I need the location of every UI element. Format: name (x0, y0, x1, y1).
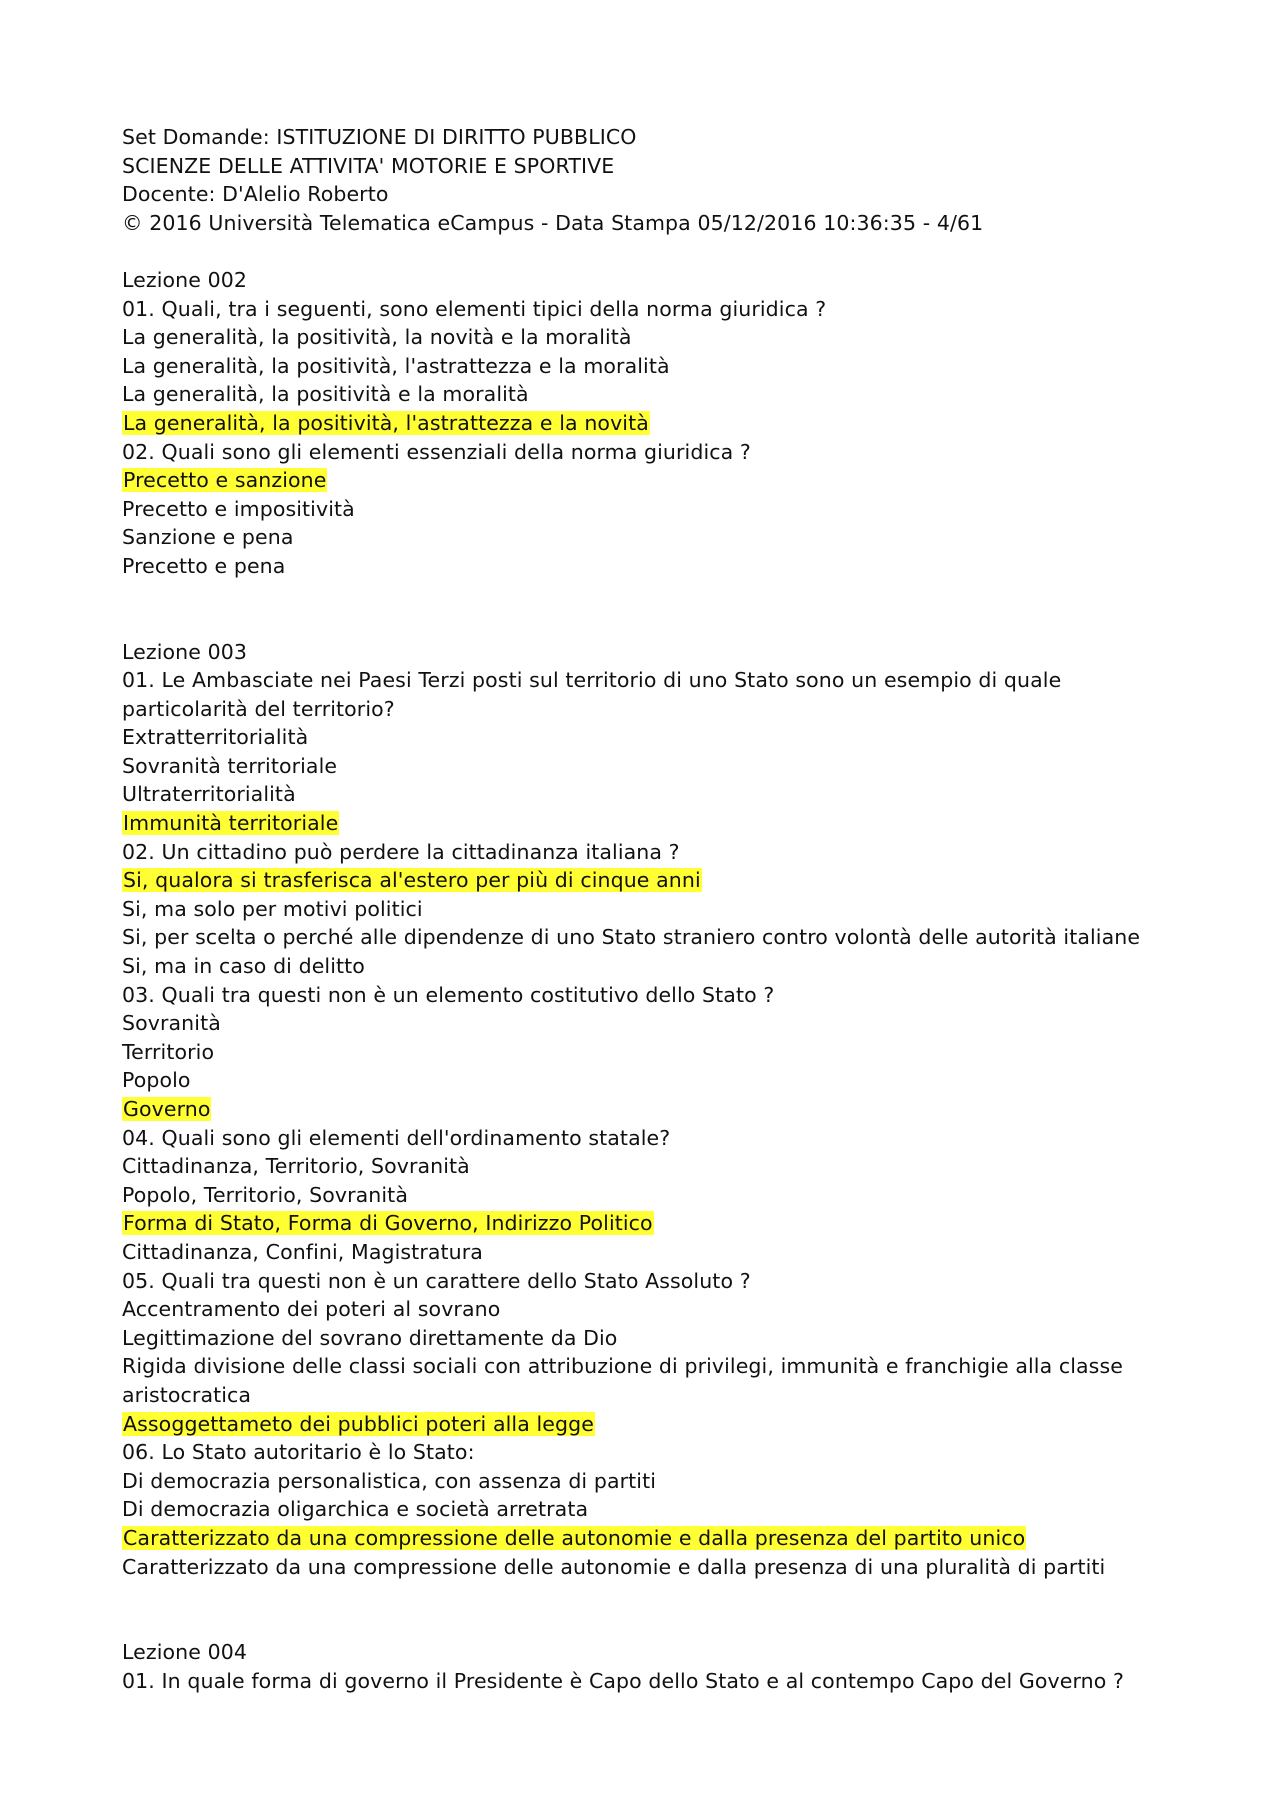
header-set-title: Set Domande: ISTITUZIONE DI DIRITTO PUBBLICO (122, 125, 637, 149)
answer-option: Rigida divisione delle classi sociali con attribuzione di privilegi, immunità e franchigie alla classe (122, 1354, 1123, 1379)
question-text-continued: particolarità del territorio? (122, 696, 395, 721)
answer-option: La generalità, la positività, l'astrattezza e la moralità (122, 353, 670, 378)
correct-answer-highlight: Si, qualora si trasferisca al'estero per più di cinque anni (123, 868, 701, 893)
document-header (122, 123, 1242, 237)
question-text: 04. Quali sono gli elementi dell'ordinamento statale? (122, 1125, 671, 1150)
answer-option: Si, ma in caso di delitto (122, 954, 365, 979)
spacer (122, 237, 1242, 266)
lesson-003 (122, 638, 1242, 1582)
header-teacher: Docente: D'Alelio Roberto (122, 182, 389, 207)
correct-answer-row (122, 1209, 1242, 1238)
correct-answer-row (122, 1524, 1242, 1553)
correct-answer-row (122, 409, 1242, 438)
answer-option: Popolo, Territorio, Sovranità (122, 1182, 408, 1207)
answer-option: Sovranità territoriale (122, 753, 338, 778)
question-text: 01. Quali, tra i seguenti, sono elementi tipici della norma giuridica ? (122, 296, 827, 321)
answer-option: Di democrazia oligarchica e società arretrata (122, 1497, 589, 1522)
question-text: 01. In quale forma di governo il Presidente è Capo dello Stato e al contempo Capo del Governo ? (122, 1668, 1124, 1693)
question-text: 05. Quali tra questi non è un carattere dello Stato Assoluto ? (122, 1268, 751, 1293)
correct-answer-highlight: Assoggettameto dei pubblici poteri alla legge (123, 1411, 594, 1436)
answer-option: Cittadinanza, Confini, Magistratura (122, 1239, 483, 1264)
answer-option: Sanzione e pena (122, 525, 294, 550)
document-page (122, 123, 1242, 1695)
correct-answer-row (122, 866, 1242, 895)
spacer (122, 581, 1242, 638)
correct-answer-highlight: Forma di Stato, Forma di Governo, Indirizzo Politico (123, 1211, 653, 1236)
lesson-title: Lezione 004 (122, 1640, 248, 1665)
answer-option: Ultraterritorialità (122, 782, 296, 807)
answer-option: Extratterritorialità (122, 725, 309, 750)
answer-option: Legittimazione del sovrano direttamente da Dio (122, 1325, 618, 1350)
answer-option: Territorio (122, 1039, 215, 1064)
answer-option-continued: aristocratica (122, 1382, 252, 1407)
answer-option: Precetto e pena (122, 553, 286, 578)
answer-option: La generalità, la positività e la moralità (122, 382, 529, 407)
header-course: SCIENZE DELLE ATTIVITA' MOTORIE E SPORTIVE (122, 153, 615, 178)
answer-option: Popolo (122, 1068, 191, 1093)
correct-answer-row (122, 466, 1242, 495)
question-text: 06. Lo Stato autoritario è lo Stato: (122, 1440, 475, 1465)
lesson-002 (122, 266, 1242, 581)
correct-answer-highlight: Governo (123, 1097, 211, 1121)
correct-answer-highlight: Precetto e sanzione (123, 468, 327, 493)
answer-option: Cittadinanza, Territorio, Sovranità (122, 1154, 470, 1179)
question-text: 03. Quali tra questi non è un elemento costitutivo dello Stato ? (122, 982, 775, 1007)
question-text: 02. Quali sono gli elementi essenziali della norma giuridica ? (122, 439, 751, 464)
answer-option: Precetto e impositività (122, 496, 355, 521)
answer-option: Si, ma solo per motivi politici (122, 896, 423, 921)
lesson-title: Lezione 003 (122, 639, 248, 664)
correct-answer-row (122, 1410, 1242, 1439)
correct-answer-row (122, 809, 1242, 838)
correct-answer-highlight: La generalità, la positività, l'astrattezza e la novità (123, 410, 649, 435)
correct-answer-highlight: Immunità territoriale (123, 811, 339, 836)
answer-option: Accentramento dei poteri al sovrano (122, 1297, 501, 1322)
header-copyright: © 2016 Università Telematica eCampus - Data Stampa 05/12/2016 10:36:35 - 4/61 (122, 210, 984, 235)
answer-option: Caratterizzato da una compressione delle autonomie e dalla presenza di una pluralità di partiti (122, 1554, 1106, 1579)
answer-option: Sovranità (122, 1011, 221, 1036)
answer-option: La generalità, la positività, la novità e la moralità (122, 325, 632, 350)
spacer (122, 1581, 1242, 1638)
answer-option: Di democrazia personalistica, con assenza di partiti (122, 1468, 657, 1493)
correct-answer-row (122, 1095, 1242, 1124)
question-text: 02. Un cittadino può perdere la cittadinanza italiana ? (122, 839, 680, 864)
question-text: 01. Le Ambasciate nei Paesi Terzi posti sul territorio di uno Stato sono un esempio di quale (122, 668, 1062, 693)
lesson-title: Lezione 002 (122, 267, 248, 292)
answer-option: Si, per scelta o perché alle dipendenze di uno Stato straniero contro volontà delle autorità italiane (122, 925, 1141, 950)
correct-answer-highlight: Caratterizzato da una compressione delle autonomie e dalla presenza del partito unico (123, 1525, 1026, 1550)
lesson-004 (122, 1638, 1242, 1695)
